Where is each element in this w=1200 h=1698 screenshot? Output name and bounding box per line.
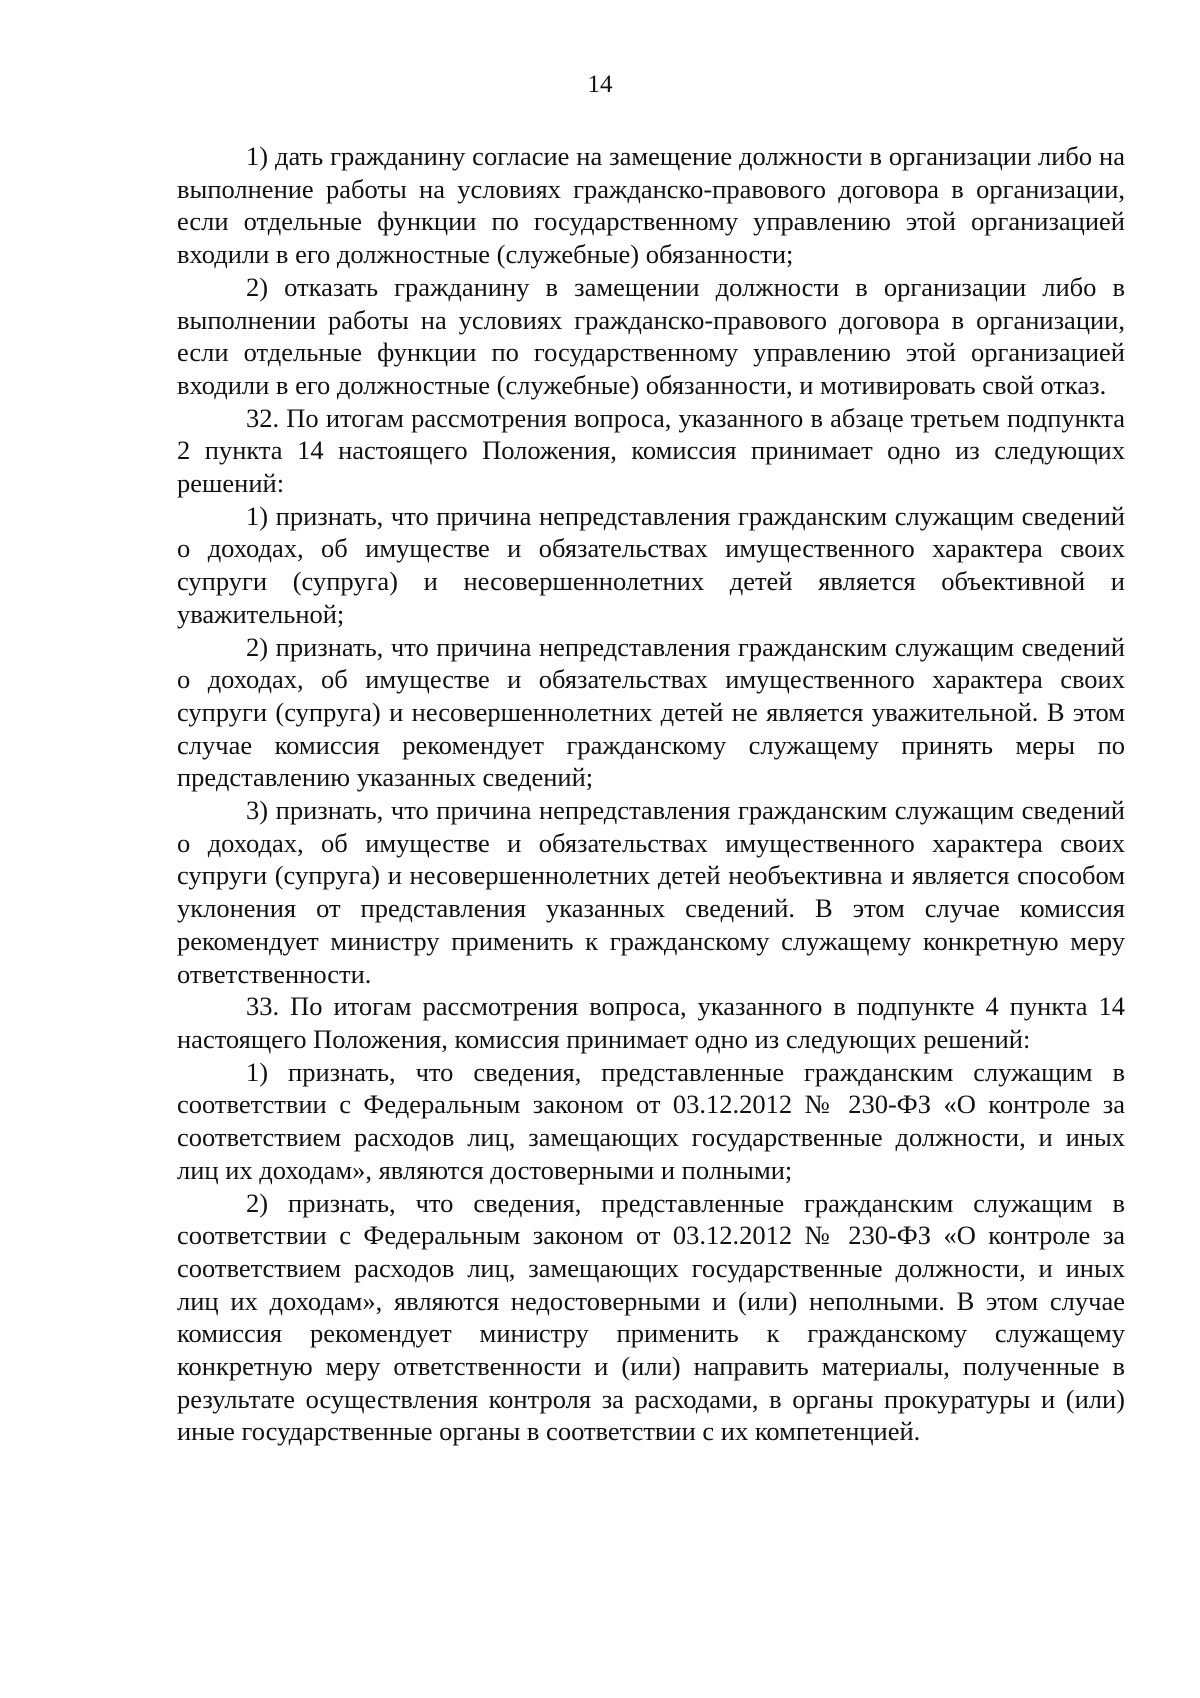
page-number: 14 (587, 71, 613, 98)
paragraph-item-1-consent: 1) дать гражданину согласие на замещение должности в организации либо на выполнение работы на условиях гражданско-правового договора в организации, если отдельные функции по государственному управлению этой организацией входили в его должностные (служебные) обязанности; (177, 141, 1125, 270)
paragraph-clause-32-item-1: 1) признать, что причина непредставления гражданским служащим сведений о доходах, об имуществе и обязательствах имущественного характера своих супруги (супруга) и несовершеннолетних детей является объективной и уважительной; (177, 500, 1125, 629)
paragraph-clause-33-item-1: 1) признать, что сведения, представленные гражданским служащим в соответствии с Федеральным законом от 03.12.2012 № 230-ФЗ «О контроле за соответствием расходов лиц, замещающих государственные должности, и иных лиц их доходам», являются достоверными и полными; (177, 1056, 1125, 1185)
paragraph-clause-32-item-3: 3) признать, что причина непредставления гражданским служащим сведений о доходах, об имуществе и обязательствах имущественного характера своих супруги (супруга) и несовершеннолетних детей необъективна и является способом уклонения от представления указанных сведений. В этом случае комиссия рекомендует министру применить к гражданскому служащему конкретную меру ответственности. (177, 795, 1125, 989)
paragraph-clause-33: 33. По итогам рассмотрения вопроса, указанного в подпункте 4 пункта 14 настоящего Положения, комиссия принимает одно из следующих решений: (177, 991, 1125, 1054)
document-body (177, 140, 1125, 1448)
paragraph-clause-33-item-2: 2) признать, что сведения, представленные гражданским служащим в соответствии с Федеральным законом от 03.12.2012 № 230-ФЗ «О контроле за соответствием расходов лиц, замещающих государственные должности, и иных лиц их доходам», являются недостоверными и (или) неполными. В этом случае комиссия рекомендует министру применить к гражданскому служащему конкретную меру ответственности и (или) направить материалы, полученные в результате осуществления контроля за расходами, в органы прокуратуры и (или) иные государственные органы в соответствии с их компетенцией. (177, 1187, 1125, 1447)
paragraph-clause-32: 32. По итогам рассмотрения вопроса, указанного в абзаце третьем подпункта 2 пункта 14 настоящего Положения, комиссия принимает одно из следующих решений: (177, 402, 1125, 499)
paragraph-item-2-refusal: 2) отказать гражданину в замещении должности в организации либо в выполнении работы на условиях гражданско-правового договора в организации, если отдельные функции по государственному управлению этой организацией входили в его должностные (служебные) обязанности, и мотивировать свой отказ. (177, 271, 1125, 400)
paragraph-clause-32-item-2: 2) признать, что причина непредставления гражданским служащим сведений о доходах, об имуществе и обязательствах имущественного характера своих супруги (супруга) и несовершеннолетних детей не является уважительной. В этом случае комиссия рекомендует гражданскому служащему принять меры по представлению указанных сведений; (177, 631, 1125, 793)
